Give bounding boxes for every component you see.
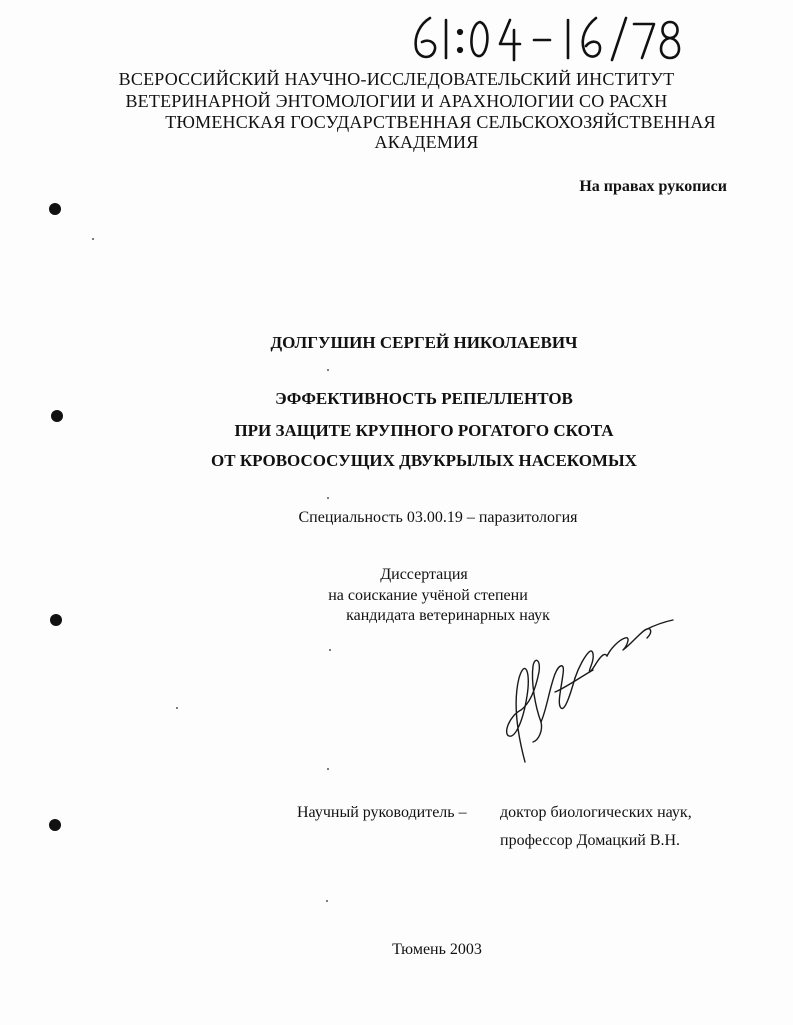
author-name: ДОЛГУШИН СЕРГЕЙ НИКОЛАЕВИЧ xyxy=(270,333,578,352)
scan-speck xyxy=(329,649,331,651)
institute-line-2: ВЕТЕРИНАРНОЙ ЭНТОМОЛОГИИ И АРАХНОЛОГИИ СО РАСХН xyxy=(125,91,668,111)
academy-line-1: ТЮМЕНСКАЯ ГОСУДАРСТВЕННАЯ СЕЛЬСКОХОЗЯЙСТВЕННАЯ xyxy=(165,112,716,132)
archive-number-handwriting xyxy=(408,10,688,66)
title-line-2: ПРИ ЗАЩИТЕ КРУПНОГО РОГАТОГО СКОТА xyxy=(234,421,614,440)
manuscript-rights-note: На правах рукописи xyxy=(579,178,727,195)
city-year: Тюмень 2003 xyxy=(392,941,482,958)
supervisor-degree: доктор биологических наук, xyxy=(500,804,692,821)
supervisor-label: Научный руководитель – xyxy=(297,804,467,821)
scan-speck xyxy=(327,497,329,499)
title-line-3: ОТ КРОВОСОСУЩИХ ДВУКРЫЛЫХ НАСЕКОМЫХ xyxy=(211,451,637,470)
institute-line-1: ВСЕРОССИЙСКИЙ НАУЧНО-ИССЛЕДОВАТЕЛЬСКИЙ ИНСТИТУТ xyxy=(118,69,675,89)
scan-speck xyxy=(176,707,178,709)
punch-mark xyxy=(49,203,61,215)
specialty-line: Специальность 03.00.19 – паразитология xyxy=(298,509,578,526)
scan-speck xyxy=(327,768,329,770)
signature xyxy=(495,612,685,772)
scan-speck xyxy=(326,900,328,902)
punch-mark xyxy=(49,819,61,831)
dissertation-line-3: кандидата ветеринарных наук xyxy=(346,607,550,624)
supervisor-name: профессор Домацкий В.Н. xyxy=(500,832,681,849)
academy-line-2: АКАДЕМИЯ xyxy=(374,132,479,152)
dissertation-line-1: Диссертация xyxy=(380,566,468,583)
title-line-1: ЭФФЕКТИВНОСТЬ РЕПЕЛЛЕНТОВ xyxy=(275,389,573,408)
dissertation-line-2: на соискание учёной степени xyxy=(328,587,528,604)
scan-speck xyxy=(92,238,94,240)
scan-speck xyxy=(327,369,329,371)
punch-mark xyxy=(51,410,63,422)
punch-mark xyxy=(50,614,62,626)
